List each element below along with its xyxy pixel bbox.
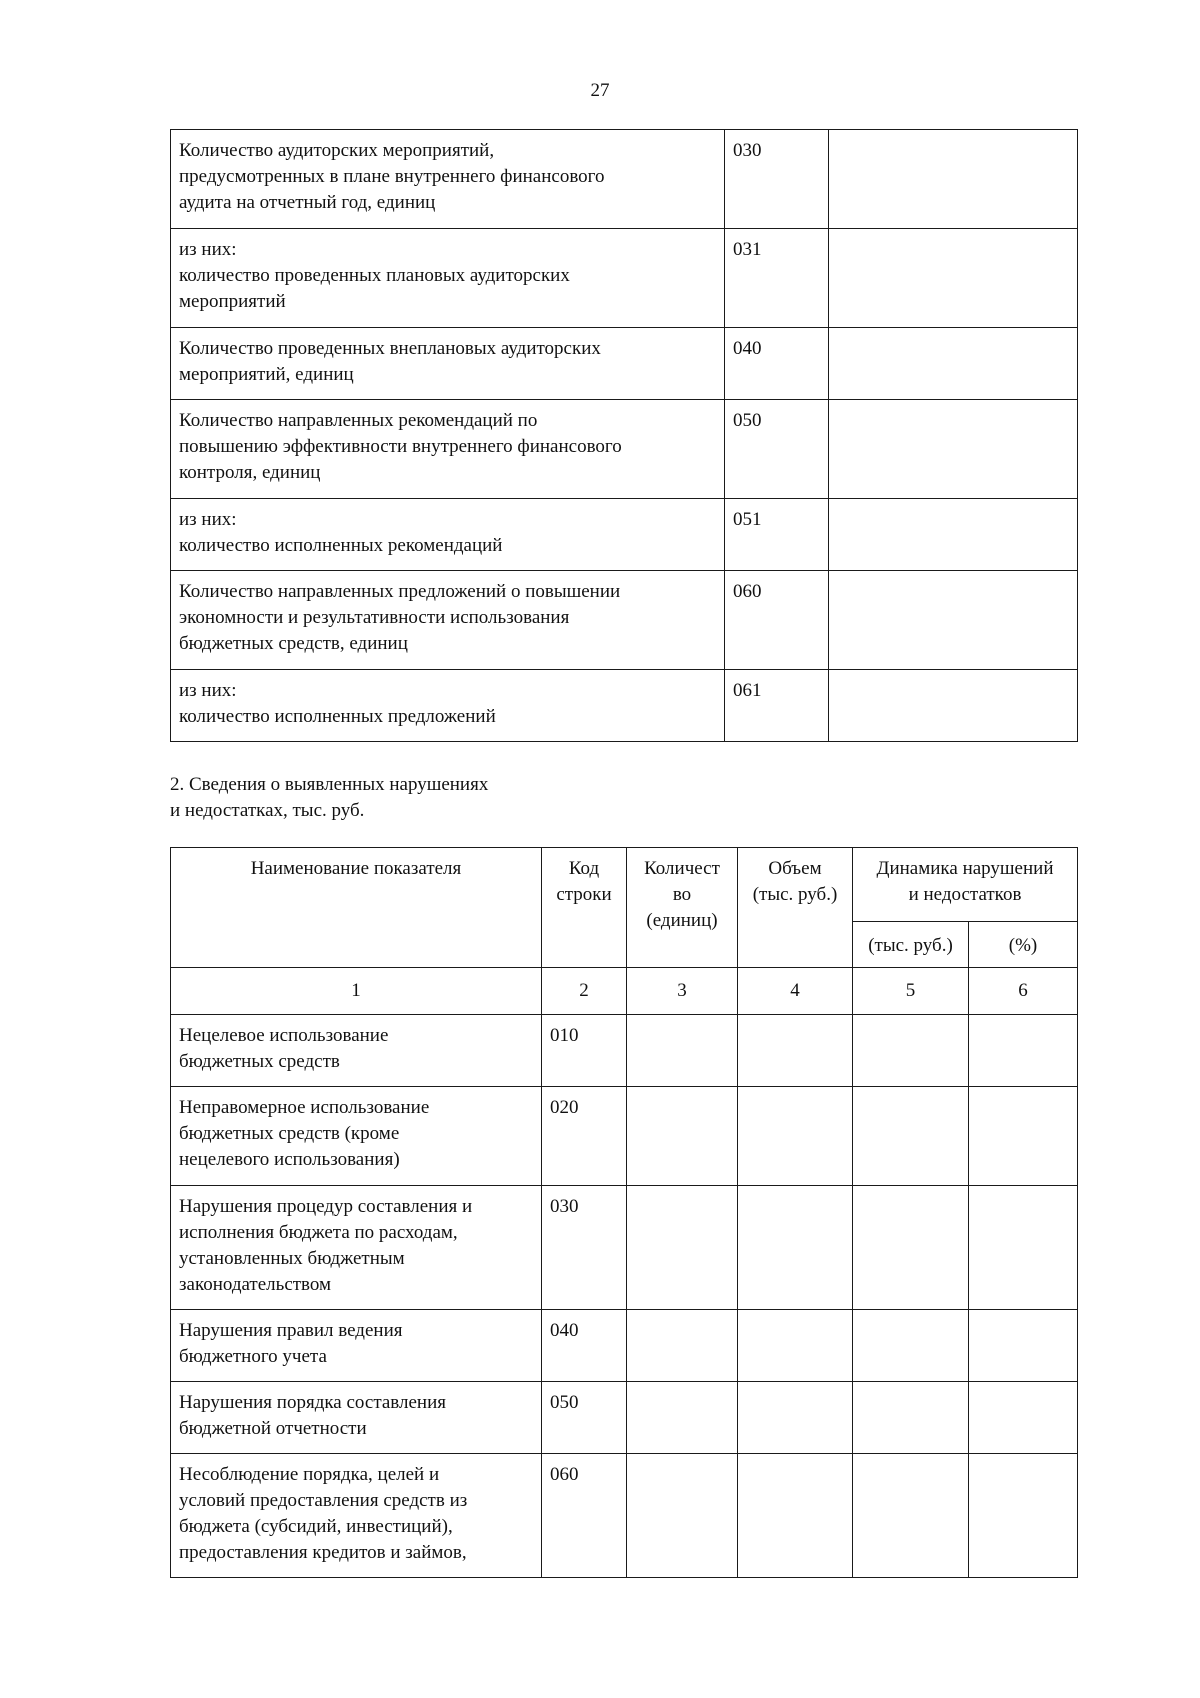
indicator-name: Нарушения порядка составления бюджетной отчетности [171,1382,542,1454]
dynamics-pct-cell [969,1382,1078,1454]
page-number: 27 [590,80,610,101]
column-number: 1 [171,968,542,1015]
indicator-name: Количество направленных предложений о повышении экономности и результативности использования бюджетных средств, единиц [171,571,725,670]
table-row [171,571,1078,670]
dynamics-pct-cell [969,1087,1078,1186]
column-number: 2 [542,968,627,1015]
value-cell [829,499,1078,571]
header-quantity: Количест во (единиц) [627,848,738,968]
line-code: 020 [542,1087,627,1186]
line-code: 050 [542,1382,627,1454]
table-row [171,1382,1078,1454]
violations-table [170,847,1078,1578]
indicator-name: Несоблюдение порядка, целей и условий предоставления средств из бюджета (субсидий, инвестиций), предоставления кредитов и займов, [171,1454,542,1578]
value-cell [829,400,1078,499]
line-code: 051 [725,499,829,571]
header-dynamics-pct: (%) [969,922,1078,968]
volume-cell [738,1015,853,1087]
table-row [171,1310,1078,1382]
column-number: 6 [969,968,1078,1015]
quantity-cell [627,1087,738,1186]
column-numbers-row [171,968,1078,1015]
volume-cell [738,1087,853,1186]
line-code: 060 [542,1454,627,1578]
volume-cell [738,1382,853,1454]
table-row [171,1087,1078,1186]
header-line-code: Код строки [542,848,627,968]
table-row [171,499,1078,571]
table-row [171,1015,1078,1087]
line-code: 040 [725,328,829,400]
line-code: 040 [542,1310,627,1382]
table-row [171,328,1078,400]
value-cell [829,229,1078,328]
line-code: 061 [725,670,829,742]
indicator-name: Нарушения процедур составления и исполнения бюджета по расходам, установленных бюджетным законодательством [171,1186,542,1310]
line-code: 060 [725,571,829,670]
indicator-name: из них: количество исполненных предложений [171,670,725,742]
indicator-name: Количество аудиторских мероприятий, предусмотренных в плане внутреннего финансового аудита на отчетный год, единиц [171,130,725,229]
volume-cell [738,1310,853,1382]
table-row [171,1454,1078,1578]
volume-cell [738,1186,853,1310]
table-row [171,670,1078,742]
dynamics-pct-cell [969,1015,1078,1087]
line-code: 030 [542,1186,627,1310]
line-code: 031 [725,229,829,328]
volume-cell [738,1454,853,1578]
indicator-name: из них: количество проведенных плановых аудиторских мероприятий [171,229,725,328]
table-row [171,400,1078,499]
header-indicator-name: Наименование показателя [171,848,542,968]
indicator-name: Количество направленных рекомендаций по повышению эффективности внутреннего финансового контроля, единиц [171,400,725,499]
dynamics-rub-cell [853,1382,969,1454]
table-row [171,1186,1078,1310]
section-title: 2. Сведения о выявленных нарушениях и недостатках, тыс. руб. [170,774,489,821]
dynamics-rub-cell [853,1015,969,1087]
header-dynamics: Динамика нарушений и недостатков [853,848,1078,922]
line-code: 050 [725,400,829,499]
column-number: 4 [738,968,853,1015]
header-dynamics-rub: (тыс. руб.) [853,922,969,968]
dynamics-rub-cell [853,1310,969,1382]
quantity-cell [627,1186,738,1310]
table-row [171,130,1078,229]
value-cell [829,571,1078,670]
indicator-name: Неправомерное использование бюджетных средств (кроме нецелевого использования) [171,1087,542,1186]
dynamics-rub-cell [853,1186,969,1310]
indicator-name: из них: количество исполненных рекомендаций [171,499,725,571]
header-row [171,848,1078,922]
table-row [171,229,1078,328]
line-code: 030 [725,130,829,229]
quantity-cell [627,1015,738,1087]
dynamics-rub-cell [853,1087,969,1186]
dynamics-pct-cell [969,1310,1078,1382]
quantity-cell [627,1454,738,1578]
line-code: 010 [542,1015,627,1087]
value-cell [829,328,1078,400]
indicator-name: Нецелевое использование бюджетных средств [171,1015,542,1087]
quantity-cell [627,1382,738,1454]
column-number: 3 [627,968,738,1015]
value-cell [829,130,1078,229]
dynamics-pct-cell [969,1454,1078,1578]
quantity-cell [627,1310,738,1382]
dynamics-rub-cell [853,1454,969,1578]
audit-events-table [170,129,1078,742]
value-cell [829,670,1078,742]
header-volume: Объем (тыс. руб.) [738,848,853,968]
column-number: 5 [853,968,969,1015]
indicator-name: Количество проведенных внеплановых аудиторских мероприятий, единиц [171,328,725,400]
dynamics-pct-cell [969,1186,1078,1310]
indicator-name: Нарушения правил ведения бюджетного учета [171,1310,542,1382]
